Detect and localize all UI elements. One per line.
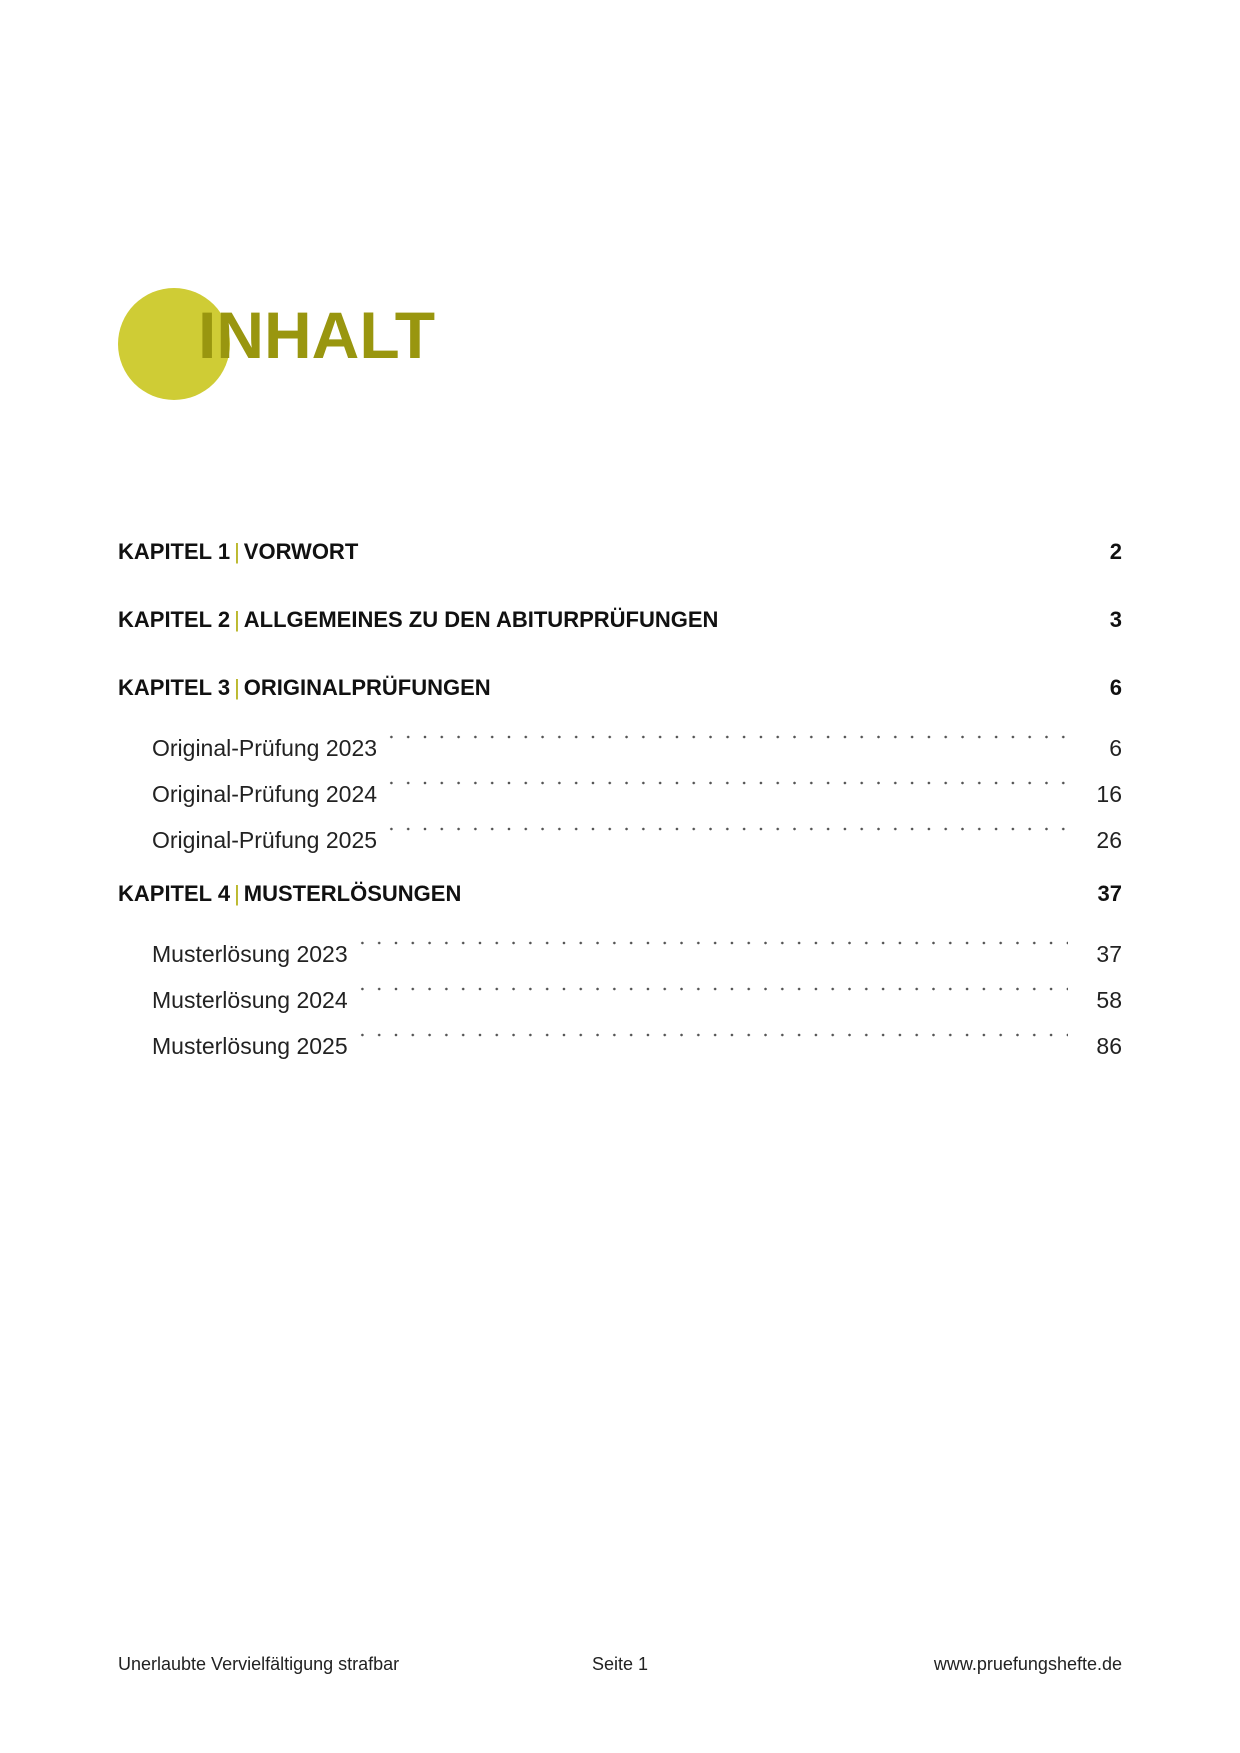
toc-entry-label: Original-Prüfung 2023 — [152, 735, 378, 761]
toc-chapter-page: 37 — [1097, 881, 1122, 906]
toc-chapter-row[interactable] — [118, 530, 1122, 574]
toc-chapter-title — [118, 530, 358, 574]
toc-chapter-page: 2 — [1109, 539, 1122, 564]
page-title-block — [118, 288, 518, 404]
toc-dot-leader — [354, 916, 1068, 962]
toc-chapter — [118, 666, 1122, 853]
toc-dot-leader — [383, 756, 1068, 802]
footer-website: www.pruefungshefte.de — [933, 1654, 1122, 1674]
footer-copyright-notice: Unerlaubte Vervielfältigung strafbar — [118, 1654, 400, 1674]
toc-chapter-page: 6 — [1109, 675, 1122, 700]
footer-page-number: Seite 1 — [591, 1654, 649, 1674]
toc-entry-page: 6 — [1109, 735, 1122, 761]
toc-entry-page: 26 — [1096, 827, 1122, 853]
toc-chapter-label: KAPITEL 4 — [118, 881, 231, 906]
page-footer — [118, 1654, 1122, 1684]
toc-entry-page: 86 — [1096, 1033, 1122, 1059]
toc-chapter-name: MUSTERLÖSUNGEN — [243, 881, 462, 906]
toc-entry[interactable] — [118, 710, 1122, 761]
toc-chapter-title — [118, 598, 718, 642]
toc-chapter — [118, 530, 1122, 574]
toc-entry-label: Musterlösung 2025 — [152, 1033, 348, 1059]
toc-entry-label: Musterlösung 2023 — [152, 941, 348, 967]
toc-chapter-page: 3 — [1109, 607, 1122, 632]
toc-chapter-name: VORWORT — [243, 539, 359, 564]
toc-entry-page: 37 — [1096, 941, 1122, 967]
toc-entry-label: Original-Prüfung 2024 — [152, 781, 378, 807]
toc-chapter-row[interactable] — [118, 666, 1122, 710]
toc-chapter-separator: | — [234, 607, 240, 632]
toc-chapter — [118, 598, 1122, 642]
toc-dot-leader — [383, 802, 1068, 848]
toc-chapter-row[interactable] — [118, 872, 1122, 916]
toc-dot-leader — [354, 1008, 1068, 1054]
toc-entry-page: 16 — [1096, 781, 1122, 807]
toc-chapter-label: KAPITEL 2 — [118, 607, 231, 632]
toc-chapter — [118, 872, 1122, 1059]
toc-chapter-name: ORIGINALPRÜFUNGEN — [243, 675, 491, 700]
table-of-contents — [118, 530, 1122, 1059]
toc-chapter-separator: | — [234, 539, 240, 564]
toc-chapter-label: KAPITEL 1 — [118, 539, 231, 564]
page-title: INHALT — [198, 298, 436, 372]
toc-dot-leader — [354, 962, 1068, 1008]
toc-chapter-title — [118, 872, 461, 916]
toc-chapter-row[interactable] — [118, 598, 1122, 642]
toc-chapter-separator: | — [234, 675, 240, 700]
toc-chapter-name: ALLGEMEINES ZU DEN ABITURPRÜFUNGEN — [243, 607, 719, 632]
toc-dot-leader — [383, 710, 1068, 756]
toc-chapter-separator: | — [234, 881, 240, 906]
toc-chapter-label: KAPITEL 3 — [118, 675, 231, 700]
toc-entry-label: Original-Prüfung 2025 — [152, 827, 378, 853]
toc-entry-label: Musterlösung 2024 — [152, 987, 348, 1013]
toc-entry[interactable] — [118, 916, 1122, 967]
toc-entry-page: 58 — [1096, 987, 1122, 1013]
toc-chapter-title — [118, 666, 491, 710]
